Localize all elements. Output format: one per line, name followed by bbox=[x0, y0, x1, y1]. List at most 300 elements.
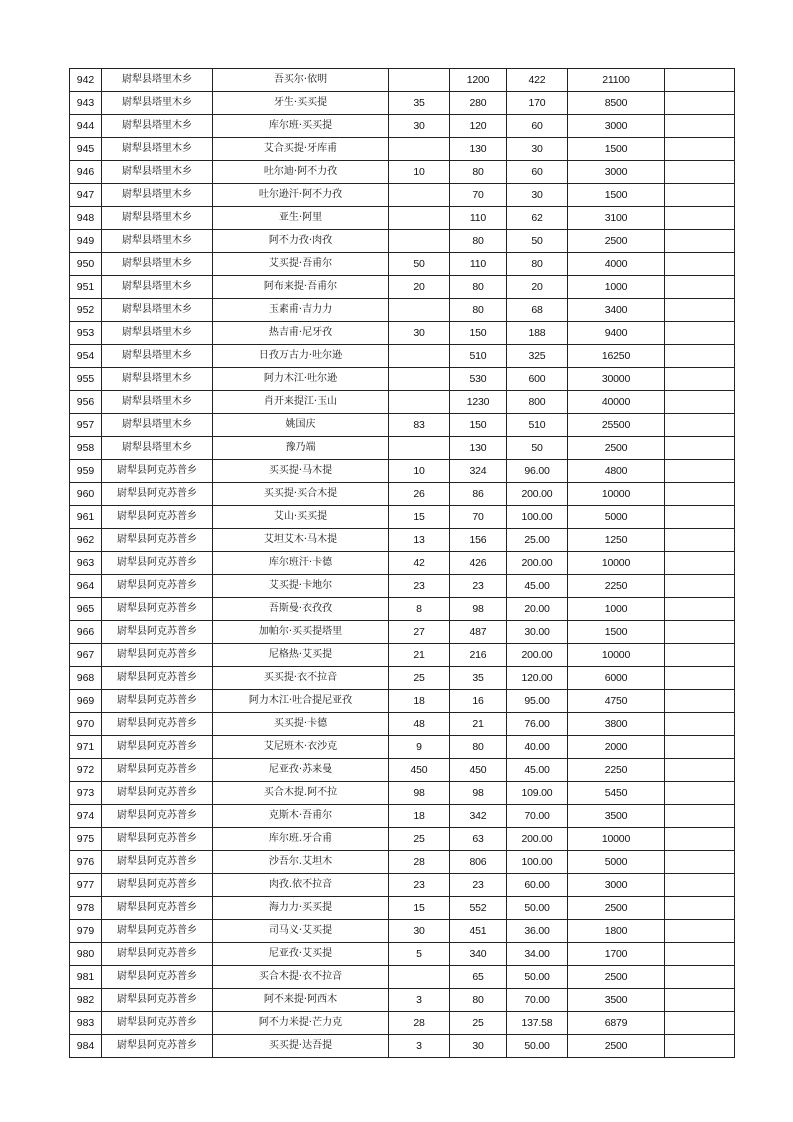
value-a-cell: 26 bbox=[389, 483, 450, 506]
value-b-cell: 487 bbox=[450, 621, 507, 644]
name-cell: 海力力·买买提 bbox=[213, 897, 389, 920]
value-b-cell: 156 bbox=[450, 529, 507, 552]
township-cell: 尉犁县阿克苏普乡 bbox=[102, 1012, 213, 1035]
value-c-cell: 60 bbox=[507, 115, 568, 138]
value-a-cell: 18 bbox=[389, 690, 450, 713]
row-number-cell: 960 bbox=[70, 483, 102, 506]
amount-cell: 4750 bbox=[568, 690, 665, 713]
value-a-cell: 98 bbox=[389, 782, 450, 805]
name-cell: 尼亚孜·苏来曼 bbox=[213, 759, 389, 782]
amount-cell: 2500 bbox=[568, 966, 665, 989]
value-b-cell: 806 bbox=[450, 851, 507, 874]
value-c-cell: 170 bbox=[507, 92, 568, 115]
township-cell: 尉犁县阿克苏普乡 bbox=[102, 644, 213, 667]
value-c-cell: 600 bbox=[507, 368, 568, 391]
township-cell: 尉犁县塔里木乡 bbox=[102, 69, 213, 92]
value-a-cell: 35 bbox=[389, 92, 450, 115]
township-cell: 尉犁县阿克苏普乡 bbox=[102, 483, 213, 506]
name-cell: 买买提·马木提 bbox=[213, 460, 389, 483]
table-row bbox=[70, 1035, 735, 1058]
row-number-cell: 984 bbox=[70, 1035, 102, 1058]
name-cell: 买合木提.阿不拉 bbox=[213, 782, 389, 805]
value-c-cell: 200.00 bbox=[507, 828, 568, 851]
row-number-cell: 981 bbox=[70, 966, 102, 989]
value-c-cell: 68 bbox=[507, 299, 568, 322]
row-number-cell: 975 bbox=[70, 828, 102, 851]
remark-cell bbox=[665, 69, 735, 92]
value-c-cell: 30 bbox=[507, 138, 568, 161]
table-row bbox=[70, 598, 735, 621]
remark-cell bbox=[665, 276, 735, 299]
remark-cell bbox=[665, 920, 735, 943]
value-c-cell: 76.00 bbox=[507, 713, 568, 736]
amount-cell: 8500 bbox=[568, 92, 665, 115]
remark-cell bbox=[665, 943, 735, 966]
value-c-cell: 50.00 bbox=[507, 966, 568, 989]
amount-cell: 2500 bbox=[568, 897, 665, 920]
amount-cell: 2500 bbox=[568, 437, 665, 460]
table-row bbox=[70, 391, 735, 414]
value-b-cell: 63 bbox=[450, 828, 507, 851]
value-c-cell: 510 bbox=[507, 414, 568, 437]
remark-cell bbox=[665, 897, 735, 920]
value-b-cell: 1200 bbox=[450, 69, 507, 92]
value-c-cell: 50.00 bbox=[507, 897, 568, 920]
value-b-cell: 80 bbox=[450, 230, 507, 253]
value-b-cell: 552 bbox=[450, 897, 507, 920]
name-cell: 阿不力米提·芒力克 bbox=[213, 1012, 389, 1035]
remark-cell bbox=[665, 483, 735, 506]
township-cell: 尉犁县阿克苏普乡 bbox=[102, 713, 213, 736]
value-a-cell: 30 bbox=[389, 920, 450, 943]
value-a-cell: 15 bbox=[389, 897, 450, 920]
value-b-cell: 23 bbox=[450, 874, 507, 897]
value-a-cell: 21 bbox=[389, 644, 450, 667]
value-a-cell bbox=[389, 184, 450, 207]
value-a-cell bbox=[389, 207, 450, 230]
value-a-cell bbox=[389, 230, 450, 253]
value-c-cell: 50.00 bbox=[507, 1035, 568, 1058]
name-cell: 玉素甫·吉力力 bbox=[213, 299, 389, 322]
value-a-cell: 27 bbox=[389, 621, 450, 644]
township-cell: 尉犁县阿克苏普乡 bbox=[102, 782, 213, 805]
amount-cell: 6000 bbox=[568, 667, 665, 690]
value-b-cell: 280 bbox=[450, 92, 507, 115]
value-b-cell: 80 bbox=[450, 989, 507, 1012]
township-cell: 尉犁县塔里木乡 bbox=[102, 414, 213, 437]
value-c-cell: 20 bbox=[507, 276, 568, 299]
remark-cell bbox=[665, 874, 735, 897]
remark-cell bbox=[665, 322, 735, 345]
table-row bbox=[70, 1012, 735, 1035]
row-number-cell: 954 bbox=[70, 345, 102, 368]
value-b-cell: 510 bbox=[450, 345, 507, 368]
remark-cell bbox=[665, 759, 735, 782]
name-cell: 热吉甫·尼牙孜 bbox=[213, 322, 389, 345]
table-body bbox=[70, 69, 735, 1058]
row-number-cell: 953 bbox=[70, 322, 102, 345]
table-row bbox=[70, 805, 735, 828]
value-c-cell: 50 bbox=[507, 437, 568, 460]
value-b-cell: 340 bbox=[450, 943, 507, 966]
remark-cell bbox=[665, 460, 735, 483]
table-row bbox=[70, 874, 735, 897]
township-cell: 尉犁县塔里木乡 bbox=[102, 138, 213, 161]
amount-cell: 4000 bbox=[568, 253, 665, 276]
value-b-cell: 21 bbox=[450, 713, 507, 736]
row-number-cell: 949 bbox=[70, 230, 102, 253]
remark-cell bbox=[665, 437, 735, 460]
row-number-cell: 964 bbox=[70, 575, 102, 598]
value-c-cell: 422 bbox=[507, 69, 568, 92]
value-a-cell: 48 bbox=[389, 713, 450, 736]
value-b-cell: 342 bbox=[450, 805, 507, 828]
value-b-cell: 216 bbox=[450, 644, 507, 667]
amount-cell: 2500 bbox=[568, 1035, 665, 1058]
row-number-cell: 945 bbox=[70, 138, 102, 161]
name-cell: 司马义·艾买提 bbox=[213, 920, 389, 943]
table-row bbox=[70, 437, 735, 460]
township-cell: 尉犁县阿克苏普乡 bbox=[102, 460, 213, 483]
value-c-cell: 70.00 bbox=[507, 989, 568, 1012]
value-c-cell: 200.00 bbox=[507, 552, 568, 575]
value-a-cell bbox=[389, 966, 450, 989]
name-cell: 艾买提·卡地尔 bbox=[213, 575, 389, 598]
row-number-cell: 957 bbox=[70, 414, 102, 437]
value-b-cell: 530 bbox=[450, 368, 507, 391]
row-number-cell: 970 bbox=[70, 713, 102, 736]
amount-cell: 21100 bbox=[568, 69, 665, 92]
table-row bbox=[70, 414, 735, 437]
row-number-cell: 976 bbox=[70, 851, 102, 874]
table-row bbox=[70, 230, 735, 253]
value-a-cell bbox=[389, 138, 450, 161]
value-c-cell: 20.00 bbox=[507, 598, 568, 621]
row-number-cell: 982 bbox=[70, 989, 102, 1012]
name-cell: 买买提·买合木提 bbox=[213, 483, 389, 506]
amount-cell: 2000 bbox=[568, 736, 665, 759]
name-cell: 尼格热·艾买提 bbox=[213, 644, 389, 667]
value-a-cell: 18 bbox=[389, 805, 450, 828]
table-row bbox=[70, 184, 735, 207]
value-c-cell: 45.00 bbox=[507, 759, 568, 782]
township-cell: 尉犁县塔里木乡 bbox=[102, 322, 213, 345]
amount-cell: 3100 bbox=[568, 207, 665, 230]
amount-cell: 1500 bbox=[568, 184, 665, 207]
remark-cell bbox=[665, 345, 735, 368]
amount-cell: 10000 bbox=[568, 828, 665, 851]
amount-cell: 5000 bbox=[568, 506, 665, 529]
value-a-cell: 25 bbox=[389, 828, 450, 851]
row-number-cell: 980 bbox=[70, 943, 102, 966]
name-cell: 克斯木·吾甫尔 bbox=[213, 805, 389, 828]
table-row bbox=[70, 989, 735, 1012]
value-c-cell: 70.00 bbox=[507, 805, 568, 828]
township-cell: 尉犁县塔里木乡 bbox=[102, 276, 213, 299]
value-c-cell: 62 bbox=[507, 207, 568, 230]
amount-cell: 2250 bbox=[568, 759, 665, 782]
remark-cell bbox=[665, 92, 735, 115]
name-cell: 买买提·达吾提 bbox=[213, 1035, 389, 1058]
amount-cell: 1700 bbox=[568, 943, 665, 966]
value-c-cell: 95.00 bbox=[507, 690, 568, 713]
amount-cell: 1250 bbox=[568, 529, 665, 552]
value-a-cell: 20 bbox=[389, 276, 450, 299]
row-number-cell: 966 bbox=[70, 621, 102, 644]
name-cell: 艾山·买买提 bbox=[213, 506, 389, 529]
amount-cell: 10000 bbox=[568, 552, 665, 575]
remark-cell bbox=[665, 299, 735, 322]
row-number-cell: 942 bbox=[70, 69, 102, 92]
amount-cell: 1500 bbox=[568, 138, 665, 161]
table-row bbox=[70, 667, 735, 690]
value-b-cell: 450 bbox=[450, 759, 507, 782]
amount-cell: 3000 bbox=[568, 115, 665, 138]
row-number-cell: 978 bbox=[70, 897, 102, 920]
row-number-cell: 944 bbox=[70, 115, 102, 138]
remark-cell bbox=[665, 230, 735, 253]
name-cell: 豫乃端 bbox=[213, 437, 389, 460]
remark-cell bbox=[665, 782, 735, 805]
name-cell: 阿不来提·阿西木 bbox=[213, 989, 389, 1012]
value-a-cell: 23 bbox=[389, 575, 450, 598]
value-b-cell: 110 bbox=[450, 253, 507, 276]
value-a-cell: 30 bbox=[389, 322, 450, 345]
value-b-cell: 120 bbox=[450, 115, 507, 138]
amount-cell: 3800 bbox=[568, 713, 665, 736]
value-c-cell: 109.00 bbox=[507, 782, 568, 805]
township-cell: 尉犁县阿克苏普乡 bbox=[102, 874, 213, 897]
table-row bbox=[70, 207, 735, 230]
value-b-cell: 30 bbox=[450, 1035, 507, 1058]
table-row bbox=[70, 828, 735, 851]
name-cell: 吾斯曼·衣孜孜 bbox=[213, 598, 389, 621]
township-cell: 尉犁县阿克苏普乡 bbox=[102, 851, 213, 874]
value-b-cell: 451 bbox=[450, 920, 507, 943]
row-number-cell: 968 bbox=[70, 667, 102, 690]
value-a-cell: 3 bbox=[389, 989, 450, 1012]
township-cell: 尉犁县阿克苏普乡 bbox=[102, 989, 213, 1012]
township-cell: 尉犁县阿克苏普乡 bbox=[102, 552, 213, 575]
amount-cell: 4800 bbox=[568, 460, 665, 483]
row-number-cell: 969 bbox=[70, 690, 102, 713]
township-cell: 尉犁县阿克苏普乡 bbox=[102, 759, 213, 782]
township-cell: 尉犁县阿克苏普乡 bbox=[102, 506, 213, 529]
remark-cell bbox=[665, 138, 735, 161]
name-cell: 日孜万古力·吐尔逊 bbox=[213, 345, 389, 368]
name-cell: 阿力木江·吐尔逊 bbox=[213, 368, 389, 391]
value-b-cell: 130 bbox=[450, 138, 507, 161]
value-b-cell: 25 bbox=[450, 1012, 507, 1035]
township-cell: 尉犁县塔里木乡 bbox=[102, 230, 213, 253]
name-cell: 姚国庆 bbox=[213, 414, 389, 437]
remark-cell bbox=[665, 552, 735, 575]
township-cell: 尉犁县塔里木乡 bbox=[102, 207, 213, 230]
remark-cell bbox=[665, 690, 735, 713]
township-cell: 尉犁县塔里木乡 bbox=[102, 161, 213, 184]
township-cell: 尉犁县塔里木乡 bbox=[102, 391, 213, 414]
value-a-cell: 13 bbox=[389, 529, 450, 552]
name-cell: 肖开来提江·玉山 bbox=[213, 391, 389, 414]
township-cell: 尉犁县阿克苏普乡 bbox=[102, 943, 213, 966]
amount-cell: 6879 bbox=[568, 1012, 665, 1035]
name-cell: 艾合买提·牙库甫 bbox=[213, 138, 389, 161]
value-b-cell: 23 bbox=[450, 575, 507, 598]
township-cell: 尉犁县阿克苏普乡 bbox=[102, 529, 213, 552]
remark-cell bbox=[665, 989, 735, 1012]
value-b-cell: 65 bbox=[450, 966, 507, 989]
township-cell: 尉犁县阿克苏普乡 bbox=[102, 575, 213, 598]
value-a-cell bbox=[389, 299, 450, 322]
remark-cell bbox=[665, 966, 735, 989]
value-a-cell: 450 bbox=[389, 759, 450, 782]
table-row bbox=[70, 943, 735, 966]
row-number-cell: 943 bbox=[70, 92, 102, 115]
value-c-cell: 800 bbox=[507, 391, 568, 414]
township-cell: 尉犁县阿克苏普乡 bbox=[102, 690, 213, 713]
name-cell: 艾坦艾木·马木提 bbox=[213, 529, 389, 552]
row-number-cell: 963 bbox=[70, 552, 102, 575]
row-number-cell: 959 bbox=[70, 460, 102, 483]
name-cell: 吾买尔·依明 bbox=[213, 69, 389, 92]
value-c-cell: 200.00 bbox=[507, 483, 568, 506]
value-c-cell: 60 bbox=[507, 161, 568, 184]
name-cell: 亚生·阿里 bbox=[213, 207, 389, 230]
table-row bbox=[70, 713, 735, 736]
value-c-cell: 200.00 bbox=[507, 644, 568, 667]
remark-cell bbox=[665, 391, 735, 414]
row-number-cell: 952 bbox=[70, 299, 102, 322]
table-row bbox=[70, 920, 735, 943]
amount-cell: 3000 bbox=[568, 161, 665, 184]
township-cell: 尉犁县塔里木乡 bbox=[102, 92, 213, 115]
remark-cell bbox=[665, 828, 735, 851]
township-cell: 尉犁县阿克苏普乡 bbox=[102, 736, 213, 759]
value-b-cell: 70 bbox=[450, 184, 507, 207]
value-a-cell: 10 bbox=[389, 460, 450, 483]
row-number-cell: 967 bbox=[70, 644, 102, 667]
value-a-cell: 8 bbox=[389, 598, 450, 621]
amount-cell: 30000 bbox=[568, 368, 665, 391]
value-c-cell: 96.00 bbox=[507, 460, 568, 483]
value-b-cell: 150 bbox=[450, 322, 507, 345]
value-c-cell: 50 bbox=[507, 230, 568, 253]
amount-cell: 3400 bbox=[568, 299, 665, 322]
township-cell: 尉犁县塔里木乡 bbox=[102, 299, 213, 322]
value-b-cell: 98 bbox=[450, 782, 507, 805]
name-cell: 牙生·买买提 bbox=[213, 92, 389, 115]
value-a-cell: 28 bbox=[389, 851, 450, 874]
row-number-cell: 946 bbox=[70, 161, 102, 184]
table-row bbox=[70, 736, 735, 759]
amount-cell: 3500 bbox=[568, 989, 665, 1012]
remark-cell bbox=[665, 575, 735, 598]
amount-cell: 9400 bbox=[568, 322, 665, 345]
name-cell: 买买提·衣不拉音 bbox=[213, 667, 389, 690]
table-row bbox=[70, 897, 735, 920]
name-cell: 阿不力孜·肉孜 bbox=[213, 230, 389, 253]
name-cell: 买合木提·衣不拉音 bbox=[213, 966, 389, 989]
table-row bbox=[70, 851, 735, 874]
table-row bbox=[70, 92, 735, 115]
table-row bbox=[70, 483, 735, 506]
remark-cell bbox=[665, 598, 735, 621]
township-cell: 尉犁县塔里木乡 bbox=[102, 184, 213, 207]
value-c-cell: 45.00 bbox=[507, 575, 568, 598]
table-row bbox=[70, 621, 735, 644]
table-row bbox=[70, 690, 735, 713]
remark-cell bbox=[665, 115, 735, 138]
amount-cell: 10000 bbox=[568, 483, 665, 506]
row-number-cell: 955 bbox=[70, 368, 102, 391]
remark-cell bbox=[665, 414, 735, 437]
amount-cell: 2250 bbox=[568, 575, 665, 598]
amount-cell: 1000 bbox=[568, 598, 665, 621]
remark-cell bbox=[665, 506, 735, 529]
township-cell: 尉犁县阿克苏普乡 bbox=[102, 598, 213, 621]
value-b-cell: 150 bbox=[450, 414, 507, 437]
value-a-cell: 10 bbox=[389, 161, 450, 184]
table-row bbox=[70, 322, 735, 345]
amount-cell: 40000 bbox=[568, 391, 665, 414]
value-c-cell: 100.00 bbox=[507, 506, 568, 529]
value-b-cell: 130 bbox=[450, 437, 507, 460]
table-row bbox=[70, 575, 735, 598]
amount-cell: 3500 bbox=[568, 805, 665, 828]
remark-cell bbox=[665, 529, 735, 552]
amount-cell: 1500 bbox=[568, 621, 665, 644]
value-a-cell: 50 bbox=[389, 253, 450, 276]
township-cell: 尉犁县阿克苏普乡 bbox=[102, 920, 213, 943]
row-number-cell: 974 bbox=[70, 805, 102, 828]
table-row bbox=[70, 759, 735, 782]
table-row bbox=[70, 644, 735, 667]
row-number-cell: 950 bbox=[70, 253, 102, 276]
value-b-cell: 1230 bbox=[450, 391, 507, 414]
value-a-cell: 42 bbox=[389, 552, 450, 575]
name-cell: 库尔班汗·卡德 bbox=[213, 552, 389, 575]
row-number-cell: 965 bbox=[70, 598, 102, 621]
value-b-cell: 86 bbox=[450, 483, 507, 506]
data-table bbox=[69, 68, 735, 1058]
row-number-cell: 979 bbox=[70, 920, 102, 943]
amount-cell: 10000 bbox=[568, 644, 665, 667]
table-row bbox=[70, 552, 735, 575]
value-c-cell: 36.00 bbox=[507, 920, 568, 943]
remark-cell bbox=[665, 368, 735, 391]
township-cell: 尉犁县阿克苏普乡 bbox=[102, 828, 213, 851]
name-cell: 肉孜.依不拉音 bbox=[213, 874, 389, 897]
amount-cell: 1800 bbox=[568, 920, 665, 943]
value-a-cell: 5 bbox=[389, 943, 450, 966]
township-cell: 尉犁县阿克苏普乡 bbox=[102, 621, 213, 644]
value-b-cell: 98 bbox=[450, 598, 507, 621]
value-a-cell bbox=[389, 437, 450, 460]
remark-cell bbox=[665, 713, 735, 736]
value-a-cell: 15 bbox=[389, 506, 450, 529]
value-c-cell: 40.00 bbox=[507, 736, 568, 759]
name-cell: 加帕尔·买买提塔里 bbox=[213, 621, 389, 644]
township-cell: 尉犁县阿克苏普乡 bbox=[102, 667, 213, 690]
table-row bbox=[70, 276, 735, 299]
row-number-cell: 948 bbox=[70, 207, 102, 230]
amount-cell: 25500 bbox=[568, 414, 665, 437]
value-a-cell: 28 bbox=[389, 1012, 450, 1035]
remark-cell bbox=[665, 621, 735, 644]
remark-cell bbox=[665, 184, 735, 207]
value-c-cell: 137.58 bbox=[507, 1012, 568, 1035]
amount-cell: 16250 bbox=[568, 345, 665, 368]
